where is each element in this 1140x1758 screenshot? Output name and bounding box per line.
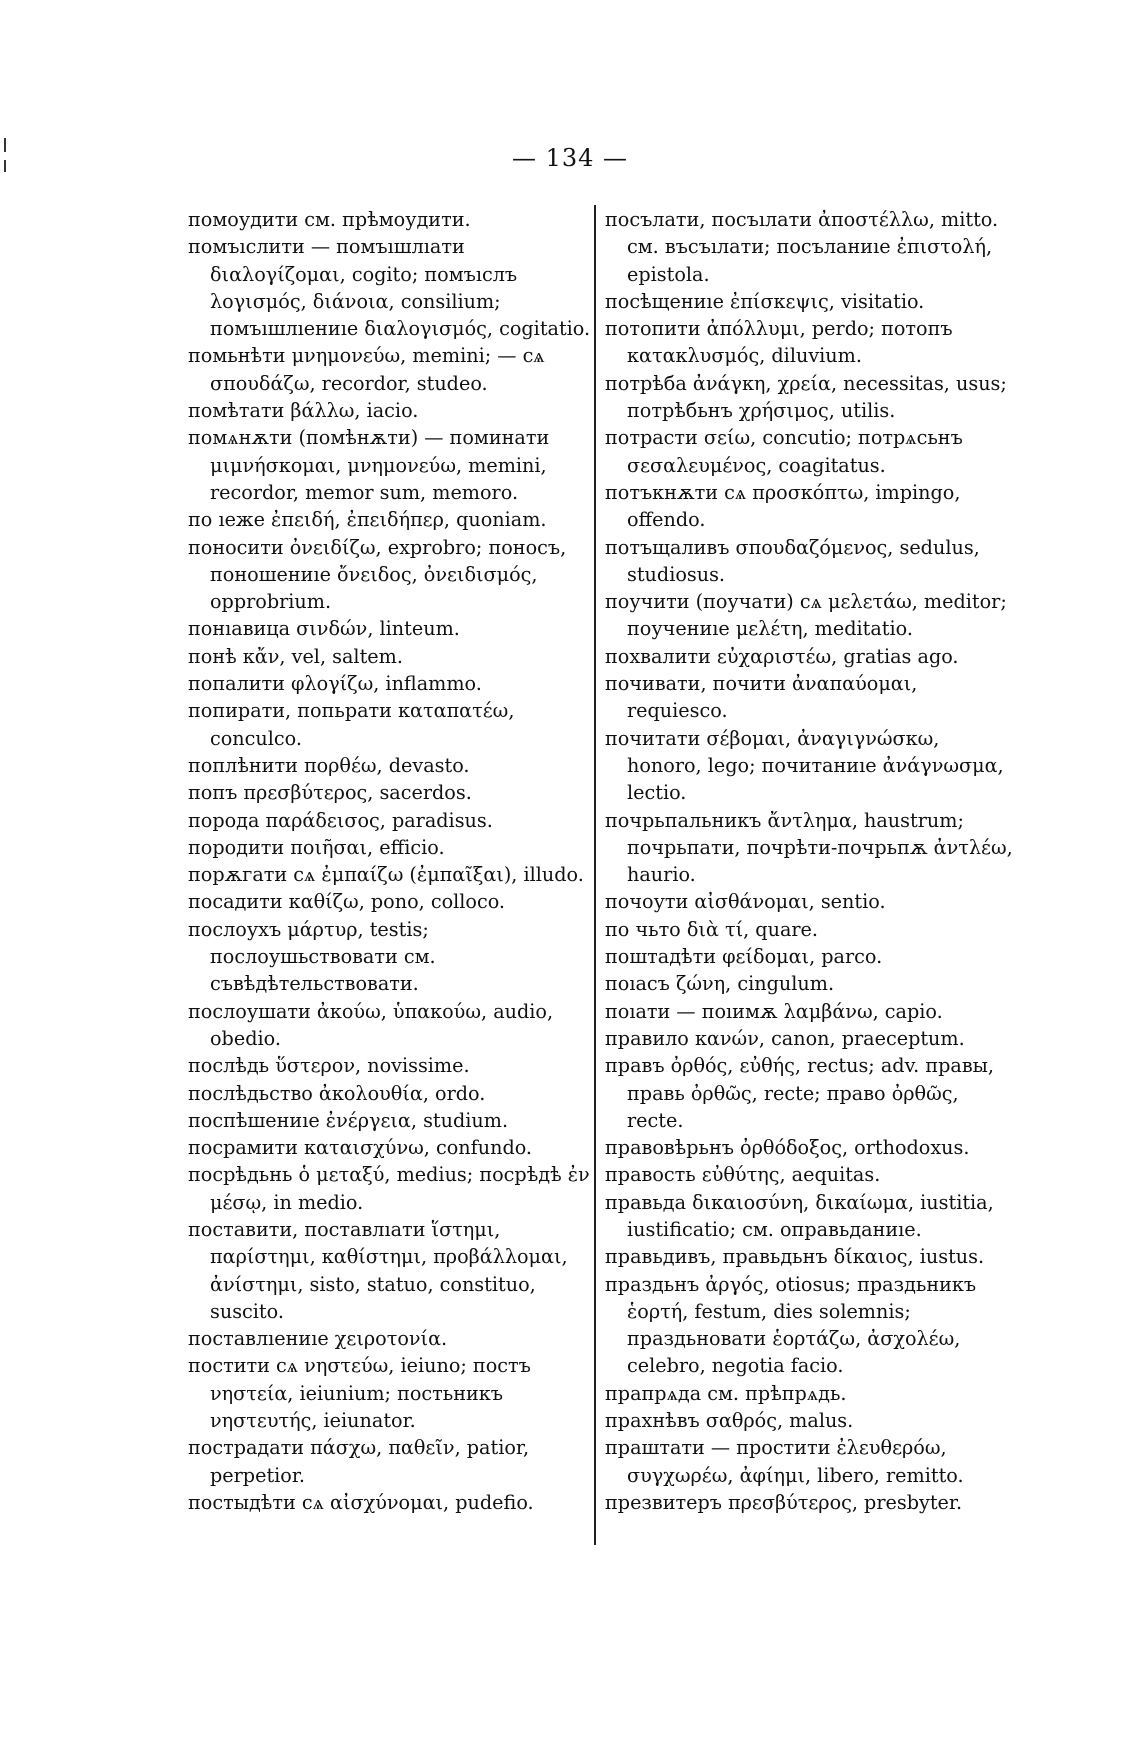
dictionary-entry: почивати, почити ἀναπαύομαι, requiesco. [605,672,918,723]
left-column [188,206,596,1516]
dictionary-entry: праштати — простити ἐλευθερόω, συγχωρέω, ἀφίημι, libero, remitto. [605,1436,964,1487]
dictionary-entry: правьдивъ, правьдьнъ δίκαιος, iustus. [605,1245,985,1269]
dictionary-entry: послѣдь ὕστερον, novissime. [188,1054,470,1078]
dictionary-entry: породити ποιῆσαι, efficio. [188,835,445,859]
dictionary-entry: потрѣба ἀνάγκη, χρεία, necessitas, usus; потрѣбьнъ χρήσιμος, utilis. [605,371,1007,423]
dictionary-entry: прапрѧда см. прѣпрѧдь. [605,1381,847,1405]
dictionary-entry: помьнѣти μνημονεύω, memini; — сѧ σπουδάζω, recordor, studeo. [188,344,545,395]
dictionary-entry: помъıслити — помъıшлıати διαλογίζομαι, cogito; помъıслъ λογισμός, διάνοια, consilium; помъıшлıениıе διαλογισμός, cogitatio. [188,235,591,341]
dictionary-entry: поıасъ ζώνη, cingulum. [605,972,835,996]
dictionary-entry: правило κανών, canon, praeceptum. [605,1026,965,1050]
dictionary-entry: попирати, попьрати καταπατέω, conculco. [188,699,515,750]
dictionary-entry: по ıеже ἐπειδή, ἐπειδήπερ, quoniam. [188,508,547,532]
dictionary-entry: потъщаливъ σπουδαζόμενος, sedulus, studiosus. [605,535,980,586]
dictionary-entry: попъ πρεσβύτερος, sacerdos. [188,781,472,805]
dictionary-entry: потъкнѫти сѧ προσκόπτω, impingo, offendo. [605,480,961,532]
page-number: — 134 — [511,144,629,172]
dictionary-entry: помоудити см. прѣмоудити. [188,208,471,231]
dictionary-entry: порѫгати сѧ ἐμπαίζω (ἐμπαῖξαι), illudo. [188,863,584,887]
dictionary-entry: постити сѧ νηστεύω, ieiuno; постъ νηστεία, ieiunium; постьникъ νηστευτής, ieiunator. [188,1354,531,1433]
dictionary-entry: послѣдьство ἀκολουθία, ordo. [188,1081,486,1105]
dictionary-entry: правъ ὀρθός, εὐθής, rectus; adv. правы, правь ὀρθῶς, recte; право ὀρθῶς, recte. [605,1054,995,1132]
dictionary-entry: попалити φλογίζω, inflammo. [188,672,482,696]
dictionary-entry: праздьнъ ἀργός, otiosus; праздьникъ ἑορτή, festum, dies solemnis; праздьновати ἑορτάζω, ἀσχολέω, celebro, negotia facio. [605,1272,977,1378]
dictionary-entry: по чьто διὰ τί, quare. [605,917,819,941]
dictionary-entry: послоухъ μάρτυρ, testis; послоушьствовати см. съвѣдѣтельствовати. [188,917,436,996]
dictionary-entry: поспѣшениıе ἐνέργεια, studium. [188,1108,509,1132]
dictionary-entry: поıати — поıимѫ λαμβάνω, capio. [605,999,943,1023]
right-column [605,206,1019,1516]
dictionary-entry: поучити (поучати) сѧ μελετάω, meditor; поучениıе μελέτη, meditatio. [605,590,1007,641]
dictionary-entry: поставлıениıе χειροτονία. [188,1327,448,1351]
dictionary-entry: посадити καθίζω, pono, colloco. [188,890,506,914]
dictionary-entry: поштадѣти φείδομαι, parco. [605,945,883,969]
dictionary-entry: поплѣнити πορθέω, devasto. [188,753,470,777]
dictionary-entry: поносити ὀνειδίζω, exprobro; поносъ, поношениıе ὄνειδος, ὀνειδισμός, opprobrium. [188,535,567,614]
dictionary-entry: правость εὐθύτης, aequitas. [605,1163,881,1187]
dictionary-entry: посрѣдьнь ὁ μεταξύ, medius; посрѣдѣ ἐν μέσῳ, in medio. [188,1163,590,1214]
dictionary-entry: поставити, поставлıати ἵστημι, παρίστημι, καθίστημι, προβάλλομαι, ἀνίστημι, sisto, statuo, constituo, suscito. [188,1217,568,1323]
dictionary-entry: посѣщениıе ἐπίσκεψις, visitatio. [605,289,925,313]
dictionary-entry: понѣ κἄν, vel, saltem. [188,644,403,668]
dictionary-entry: правовѣрьнъ ὀρθόδοξος, orthodoxus. [605,1136,970,1160]
dictionary-entry: порода παράδεισος, paradisus. [188,808,493,832]
dictionary-entry: пострадати πάσχω, παθεῖν, patior, perpetior. [188,1436,530,1487]
dictionary-entry: понıавица σινδών, linteum. [188,617,460,641]
dictionary-entry: помѣтати βάλλω, iacio. [188,399,419,423]
dictionary-entry: постыдѣти сѧ αἰσχύνομαι, pudefio. [188,1490,534,1514]
dictionary-entry: правьда δικαιοσύνη, δικαίωμα, iustitia, iustificatio; см. оправьданиıе. [605,1190,994,1241]
dictionary-entry: потопити ἀπόλλυμι, perdo; потопъ κατακλυσμός, diluvium. [605,317,953,368]
dictionary-entry: почоути αἰσθάνομαι, sentio. [605,890,886,914]
dictionary-entry: потрасти σείω, concutio; потрѧсьнъ σεσαλευμένος, coagitatus. [605,426,963,477]
dictionary-entry: посрамити καταισχύνω, confundo. [188,1136,533,1160]
dictionary-entry: похвалити εὐχαριστέω, gratias ago. [605,644,959,668]
dictionary-entry: помѧнѫти (помѣнѫти) — поминати μιμνήσκομαι, μνημονεύω, memini, recordor, memor sum, memoro. [188,426,550,504]
dictionary-entry: посълати, посъıлати ἀποστέλλω, mitto. см. въсъıлати; посъланиıе ἐπιστολή, epistola. [605,208,999,286]
column-divider [594,205,596,1545]
dictionary-entry: прахнѣвъ σαθρός, malus. [605,1409,854,1433]
dictionary-entry: презвитеръ πρεσβύτερος, presbyter. [605,1490,963,1514]
dictionary-entry: почрьпальникъ ἄντλημα, haustrum; почрьпати, почрѣти-почрьпѫ ἀντλέω, haurio. [605,808,1013,887]
dictionary-entry: почитати σέβομαι, ἀναγιγνώσκω, honoro, lego; почитаниıе ἀνάγνωσμα, lectio. [605,726,1004,805]
dictionary-entry: послоушати ἀκούω, ὑπακούω, audio, obedio. [188,999,554,1050]
